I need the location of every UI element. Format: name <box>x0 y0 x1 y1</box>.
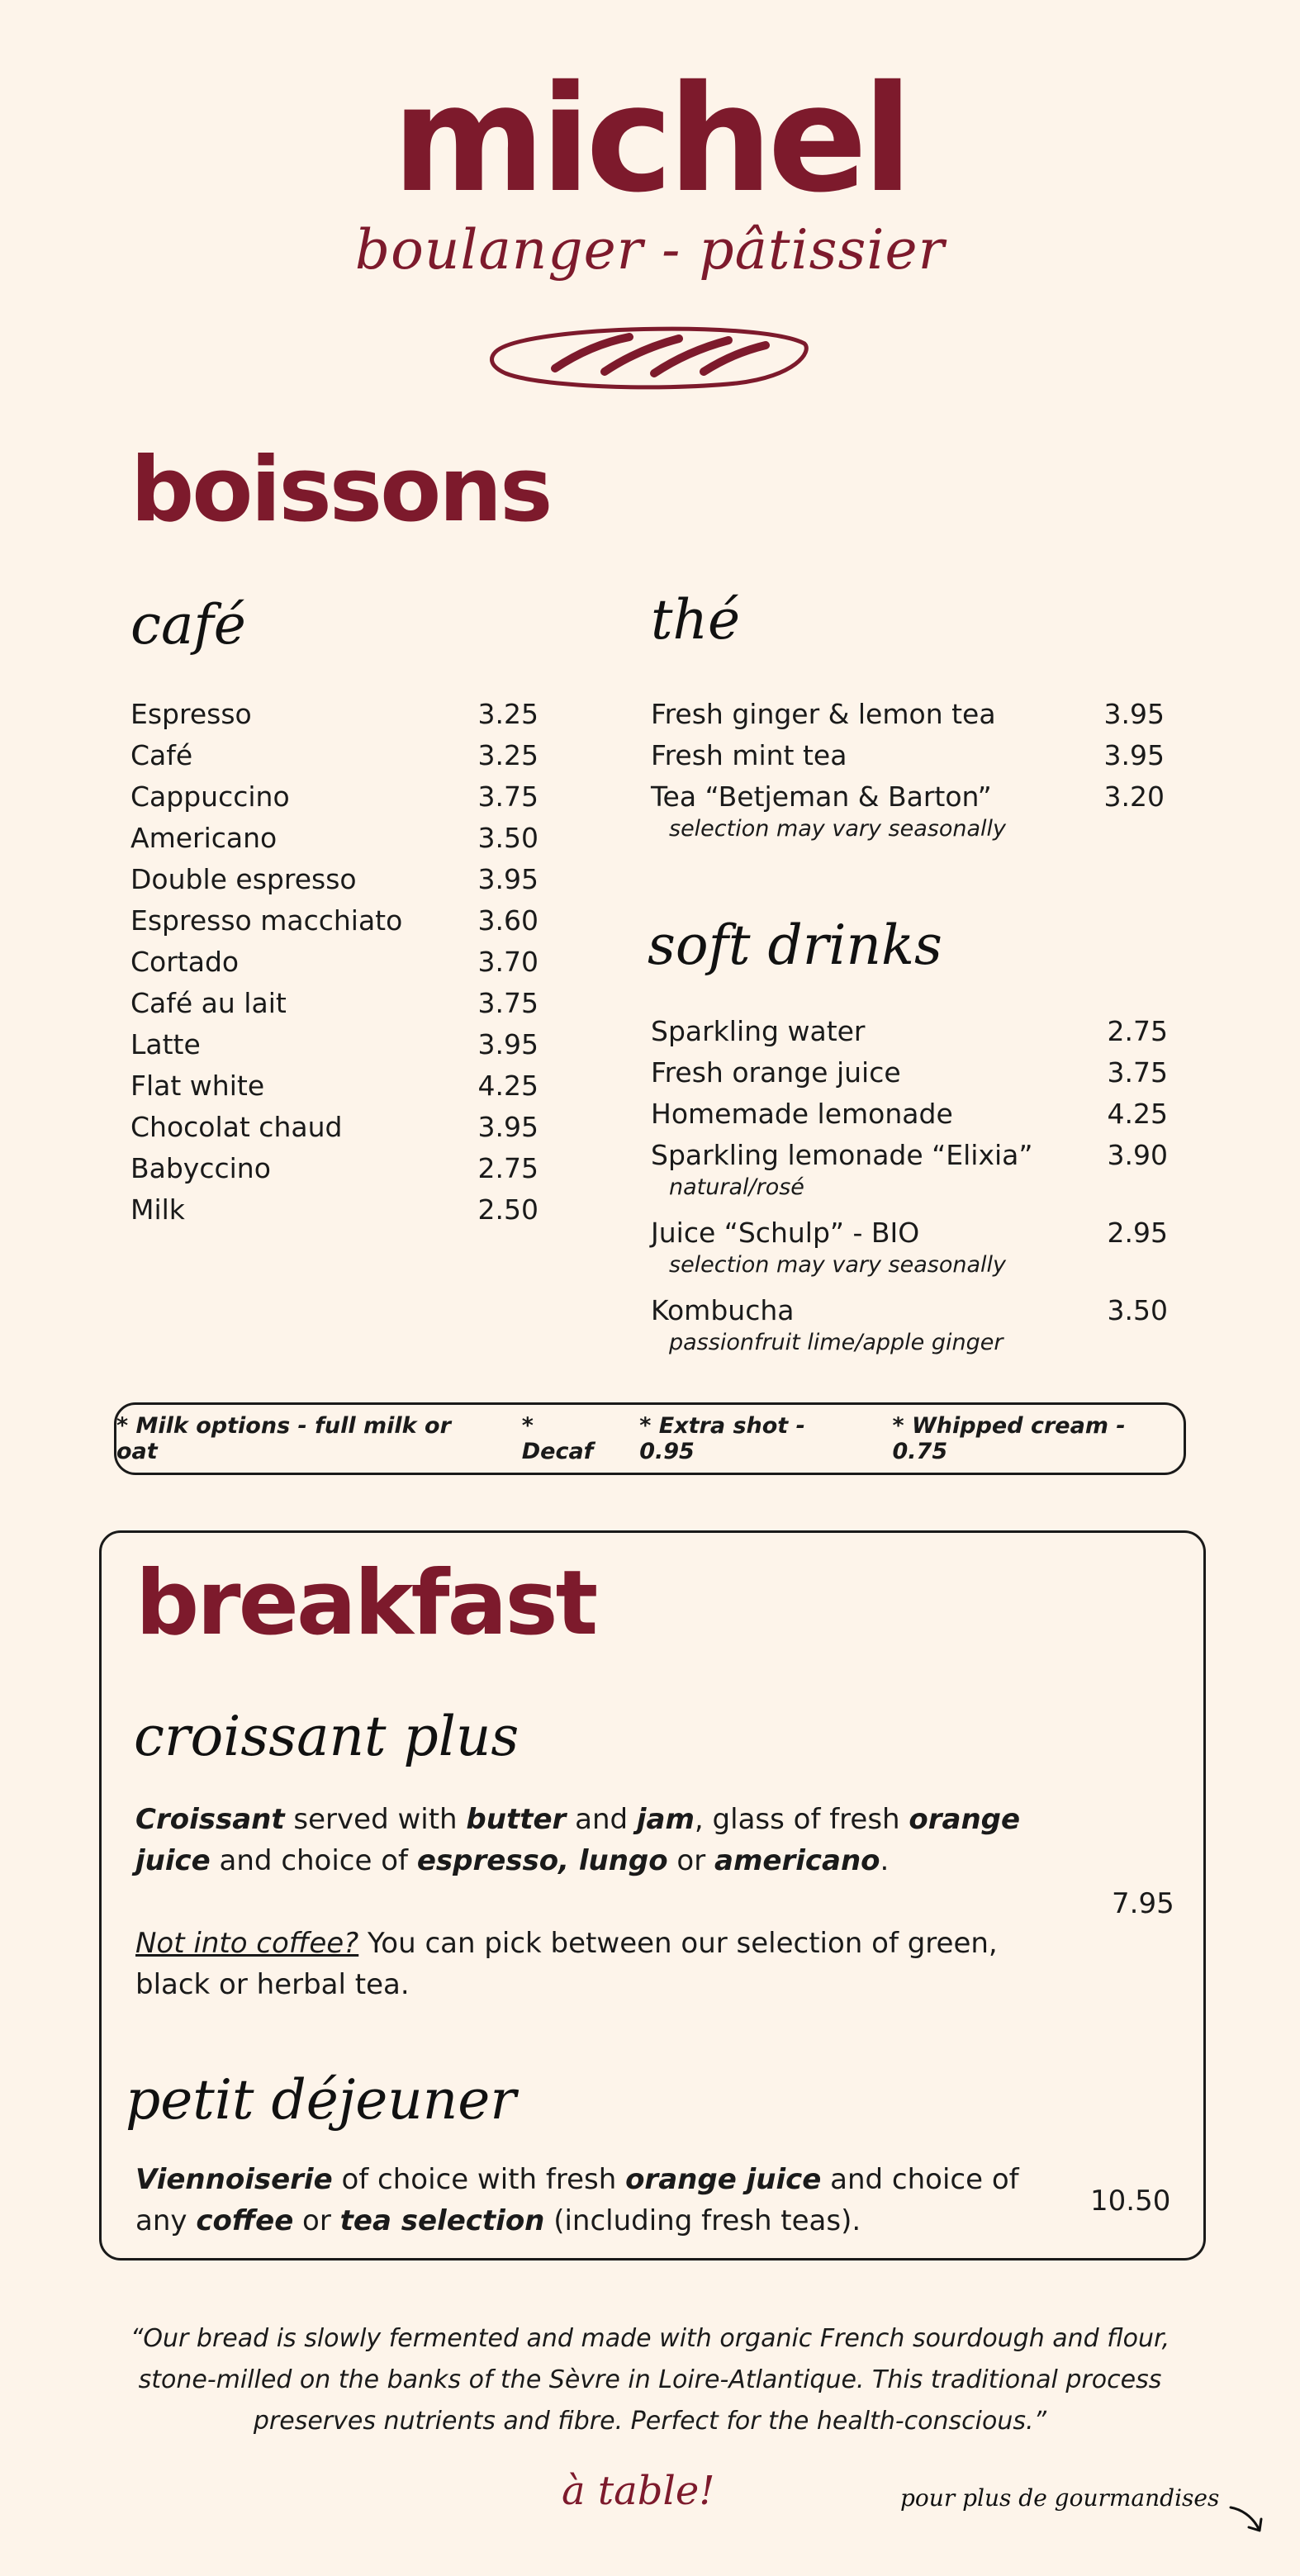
menu-item <box>651 739 1165 771</box>
menu-item-price: 3.75 <box>1107 1056 1168 1089</box>
menu-item <box>651 1217 1168 1249</box>
desc-text: and <box>566 1803 637 1836</box>
tea-selection-term: tea selection <box>339 2204 545 2237</box>
americano-term: americano <box>714 1844 880 1877</box>
menu-item-price: 2.95 <box>1107 1217 1168 1249</box>
menu-item-price: 3.95 <box>1103 698 1165 730</box>
menu-item <box>651 780 1165 813</box>
desc-text: , glass of fresh <box>694 1803 909 1836</box>
menu-item-name: Double espresso <box>130 863 357 895</box>
baguette-icon <box>489 319 813 393</box>
menu-item-price: 2.50 <box>477 1193 539 1226</box>
menu-item <box>130 780 539 813</box>
menu-item <box>130 1070 539 1102</box>
menu-item-name: Espresso <box>130 698 252 730</box>
menu-item-price: 3.20 <box>1103 780 1165 813</box>
brand-title: michel <box>391 54 909 225</box>
option-whipped-cream: * Whipped cream - 0.75 <box>892 1413 1126 1464</box>
menu-item-price: 3.95 <box>1103 739 1165 771</box>
menu-item-price: 3.95 <box>477 863 539 895</box>
menu-item-name: Cappuccino <box>130 780 290 813</box>
menu-item <box>130 946 539 978</box>
menu-item <box>130 700 539 728</box>
menu-item <box>130 989 539 1017</box>
menu-item-price: 4.25 <box>477 1070 539 1102</box>
croissant-plus-description <box>135 1799 1077 1881</box>
options-box <box>114 1402 1186 1475</box>
menu-item-name: Homemade lemonade <box>651 1098 953 1130</box>
menu-item-price: 3.70 <box>477 946 539 978</box>
a-table-signature: à table! <box>562 2468 715 2514</box>
menu-item <box>130 824 539 852</box>
menu-item-name: Café au lait <box>130 987 287 1019</box>
espresso-lungo-term: espresso, lungo <box>416 1844 668 1877</box>
menu-item <box>130 904 539 937</box>
menu-item-name: Americano <box>130 822 278 854</box>
section-title-breakfast: breakfast <box>135 1552 596 1655</box>
menu-item-name: Fresh ginger & lemon tea <box>651 698 996 730</box>
item-title-petit-dejeuner: petit déjeuner <box>126 2068 516 2132</box>
viennoiserie-term: Viennoiserie <box>135 2163 333 2196</box>
desc-text: or <box>293 2204 340 2237</box>
item-title-croissant-plus: croissant plus <box>134 1705 520 1768</box>
jam-term: jam <box>636 1803 695 1836</box>
not-into-coffee: Not into coffee? <box>135 1927 359 1960</box>
orange-juice-term: orange juice <box>135 1803 1021 1877</box>
menu-item-price: 3.25 <box>477 698 539 730</box>
option-decaf: * Decaf <box>521 1413 594 1464</box>
menu-item-price: 3.95 <box>477 1111 539 1143</box>
menu-item <box>130 739 539 771</box>
menu-item <box>130 1113 539 1141</box>
menu-item-name: Latte <box>130 1028 201 1060</box>
more-treats-link[interactable]: pour plus de gourmandises <box>900 2484 1220 2512</box>
menu-item-note: natural/rosé <box>669 1174 804 1200</box>
desc-text: and choice of <box>210 1844 417 1877</box>
option-extra-shot: * Extra shot - 0.95 <box>639 1413 805 1464</box>
desc-text: served with <box>284 1803 467 1836</box>
croissant-plus-tea-note <box>135 1923 1077 2005</box>
croissant-term: Croissant <box>135 1803 285 1836</box>
petit-dejeuner-price: 10.50 <box>1090 2185 1171 2218</box>
orange-juice-term: orange juice <box>625 2163 822 2196</box>
menu-item-name: Sparkling water <box>651 1015 866 1047</box>
menu-item-price: 3.60 <box>477 904 539 937</box>
petit-dejeuner-description <box>135 2159 1077 2242</box>
coffee-term: coffee <box>196 2204 294 2237</box>
menu-item-name: Café <box>130 739 193 771</box>
menu-item-price: 3.75 <box>477 987 539 1019</box>
desc-text: . <box>880 1844 890 1877</box>
menu-item-name: Fresh orange juice <box>651 1056 901 1089</box>
desc-text: or <box>667 1844 715 1877</box>
menu-item <box>651 1056 1168 1089</box>
menu-item-name: Flat white <box>130 1070 265 1102</box>
menu-item-name: Chocolat chaud <box>130 1111 343 1143</box>
menu-item <box>130 1193 539 1226</box>
menu-item-name: Sparkling lemonade “Elixia” <box>651 1139 1033 1171</box>
menu-item-price: 3.90 <box>1107 1139 1168 1171</box>
menu-item <box>651 1015 1168 1047</box>
menu-item-price: 4.25 <box>1107 1098 1168 1130</box>
category-title-the: thé <box>651 588 741 652</box>
menu-item <box>651 1294 1168 1326</box>
menu-item-name: Kombucha <box>651 1294 795 1326</box>
menu-item <box>651 700 1165 728</box>
menu-item-name: Babyccino <box>130 1152 271 1184</box>
option-milk: * Milk options - full milk or oat <box>116 1413 451 1464</box>
desc-text: of choice with fresh <box>332 2163 626 2196</box>
menu-item-name: Espresso macchiato <box>130 904 403 937</box>
menu-item <box>130 1028 539 1060</box>
menu-item-name: Juice “Schulp” - BIO <box>651 1217 920 1249</box>
menu-item-name: Milk <box>130 1193 185 1226</box>
butter-term: butter <box>466 1803 567 1836</box>
menu-item-price: 3.75 <box>477 780 539 813</box>
menu-item-note: selection may vary seasonally <box>669 1252 1006 1278</box>
category-title-cafe: café <box>130 593 246 657</box>
croissant-plus-price: 7.95 <box>1112 1887 1174 1920</box>
menu-item-note: selection may vary seasonally <box>669 816 1006 842</box>
desc-text: and choice of any <box>135 2163 1019 2237</box>
section-title-boissons: boissons <box>130 439 551 542</box>
menu-item-price: 2.75 <box>1107 1015 1168 1047</box>
menu-item-name: Fresh mint tea <box>651 739 847 771</box>
menu-item <box>651 1098 1168 1130</box>
desc-text: (including fresh teas). <box>544 2204 861 2237</box>
menu-item <box>130 1152 539 1184</box>
menu-item-price: 3.25 <box>477 739 539 771</box>
menu-item-name: Tea “Betjeman & Barton” <box>651 780 992 813</box>
brand-tagline: boulanger - pâtissier <box>354 218 946 282</box>
menu-item <box>130 863 539 895</box>
curved-arrow-icon <box>1227 2502 1265 2536</box>
menu-item-price: 3.50 <box>1107 1294 1168 1326</box>
menu-item-price: 3.95 <box>477 1028 539 1060</box>
menu-item-price: 3.50 <box>477 822 539 854</box>
category-title-soft-drinks: soft drinks <box>648 913 942 977</box>
menu-item <box>651 1141 1168 1169</box>
menu-item-note: passionfruit lime/apple ginger <box>669 1330 1003 1355</box>
menu-item-price: 2.75 <box>477 1152 539 1184</box>
bread-quote: “Our bread is slowly fermented and made with organic French sourdough and flour, stone-milled on the banks of the Sèvre in Loire-Atlantique. This traditional process preserves nutrients and fibre. Perfect for the health-conscious.” <box>130 2324 1170 2436</box>
desc-text: You can pick between our selection of green, black or herbal tea. <box>135 1927 998 2001</box>
menu-item-name: Cortado <box>130 946 240 978</box>
